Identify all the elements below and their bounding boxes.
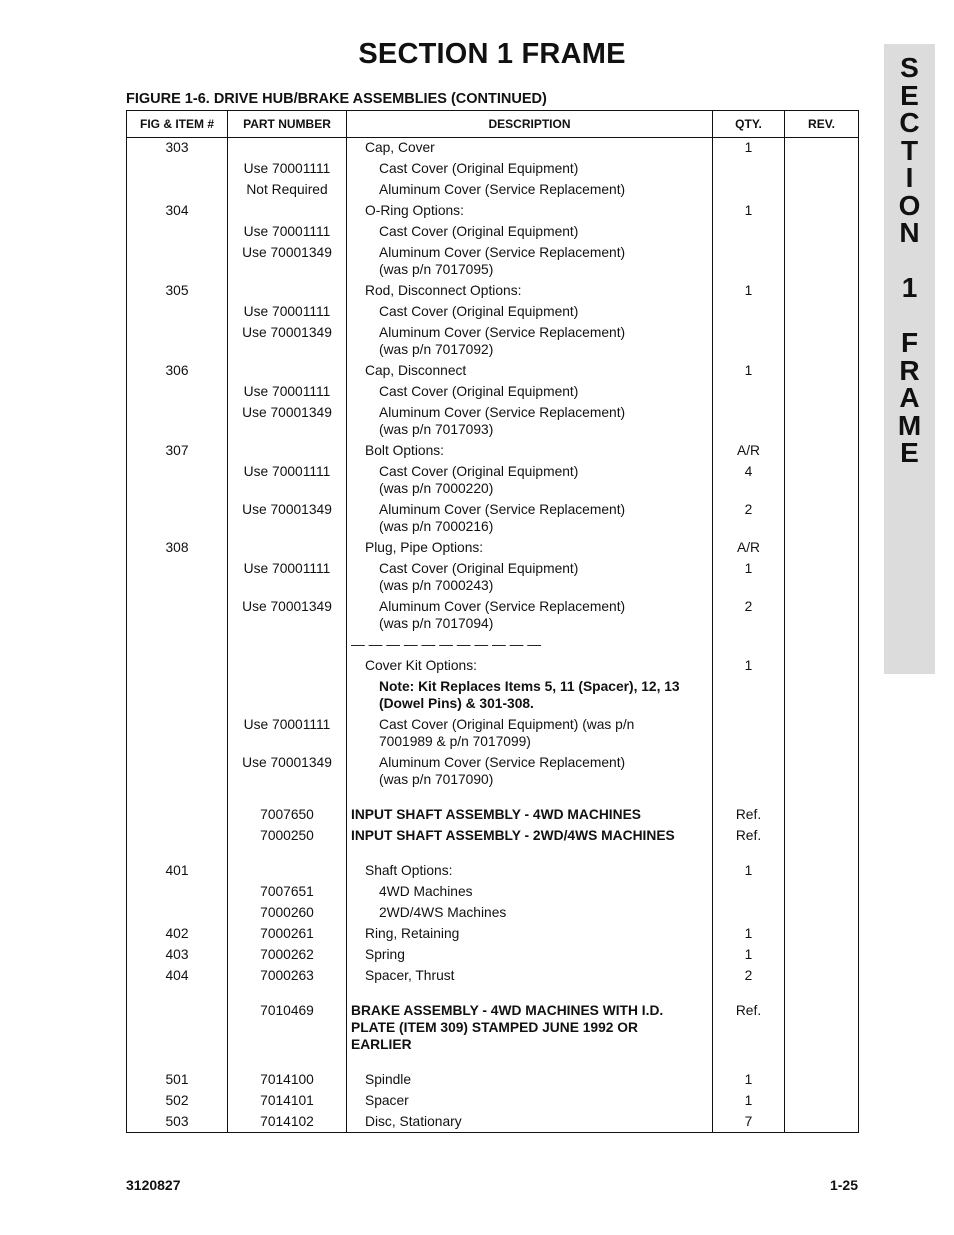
item-number-cell <box>127 243 228 281</box>
quantity-cell <box>713 243 785 281</box>
item-number-cell <box>127 559 228 597</box>
item-number-cell <box>127 882 228 903</box>
description-cell <box>347 597 713 635</box>
table-spacer-cell <box>228 791 347 805</box>
table-row <box>127 753 859 791</box>
revision-cell <box>785 805 859 826</box>
table-spacer-cell <box>785 791 859 805</box>
table-row <box>127 138 859 160</box>
table-spacer-row <box>127 847 859 861</box>
item-number-cell: 308 <box>127 538 228 559</box>
description-cell <box>347 159 713 180</box>
table-spacer-cell <box>785 847 859 861</box>
table-row <box>127 281 859 302</box>
part-number-cell: Use 70001111 <box>228 715 347 753</box>
table-row <box>127 1112 859 1133</box>
table-row <box>127 323 859 361</box>
description-cell <box>347 361 713 382</box>
description-text: Cast Cover (Original Equipment) <box>379 384 579 399</box>
description-cell <box>347 302 713 323</box>
description-cell <box>347 441 713 462</box>
item-number-cell <box>127 903 228 924</box>
table-spacer-cell <box>347 791 713 805</box>
part-number-cell <box>228 138 347 160</box>
item-number-cell <box>127 805 228 826</box>
table-row <box>127 966 859 987</box>
table-spacer-cell <box>228 847 347 861</box>
table-row <box>127 302 859 323</box>
description-text: Spacer, Thrust <box>365 968 455 983</box>
quantity-cell <box>713 635 785 656</box>
description-text: Aluminum Cover (Service Replacement) (was p/n 7017090) <box>379 755 626 787</box>
part-number-cell <box>228 861 347 882</box>
section-title: SECTION 1 FRAME <box>358 38 626 70</box>
part-number-cell: Not Required <box>228 180 347 201</box>
part-number-cell: 7007650 <box>228 805 347 826</box>
description-text: Cast Cover (Original Equipment) <box>379 224 579 239</box>
table-header-row <box>127 111 859 138</box>
description-text: Disc, Stationary <box>365 1114 462 1129</box>
part-number-cell: 7014102 <box>228 1112 347 1133</box>
table-spacer-cell <box>127 847 228 861</box>
quantity-cell: 1 <box>713 1070 785 1091</box>
quantity-cell <box>713 677 785 715</box>
description-cell <box>347 966 713 987</box>
item-number-cell: 304 <box>127 201 228 222</box>
description-cell <box>347 559 713 597</box>
revision-cell <box>785 677 859 715</box>
part-number-cell: Use 70001111 <box>228 159 347 180</box>
quantity-cell: 1 <box>713 361 785 382</box>
revision-cell <box>785 159 859 180</box>
revision-cell <box>785 281 859 302</box>
item-number-cell <box>127 500 228 538</box>
item-number-cell: 306 <box>127 361 228 382</box>
revision-cell <box>785 753 859 791</box>
item-number-cell <box>127 635 228 656</box>
item-number-cell: 501 <box>127 1070 228 1091</box>
table-row <box>127 635 859 656</box>
table-row <box>127 715 859 753</box>
description-text: Cast Cover (Original Equipment) (was p/n 7000243) <box>379 561 579 593</box>
description-text: Note: Kit Replaces Items 5, 11 (Spacer), 12, 13 (Dowel Pins) & 301-308. <box>379 679 680 711</box>
item-number-cell <box>127 323 228 361</box>
description-text: 4WD Machines <box>379 884 473 899</box>
description-cell <box>347 500 713 538</box>
item-number-cell <box>127 597 228 635</box>
item-number-cell: 307 <box>127 441 228 462</box>
part-number-cell <box>228 201 347 222</box>
description-text: BRAKE ASSEMBLY - 4WD MACHINES WITH I.D. PLATE (ITEM 309) STAMPED JUNE 1992 OR EARLIER <box>351 1003 664 1052</box>
part-number-cell <box>228 361 347 382</box>
item-number-cell: 305 <box>127 281 228 302</box>
revision-cell <box>785 500 859 538</box>
description-text: Cast Cover (Original Equipment) <box>379 161 579 176</box>
part-number-cell: Use 70001111 <box>228 222 347 243</box>
description-cell <box>347 403 713 441</box>
description-cell <box>347 861 713 882</box>
table-row <box>127 677 859 715</box>
table-row <box>127 861 859 882</box>
revision-cell <box>785 966 859 987</box>
part-number-cell <box>228 635 347 656</box>
table-row <box>127 538 859 559</box>
description-cell <box>347 903 713 924</box>
quantity-cell: 1 <box>713 861 785 882</box>
revision-cell <box>785 462 859 500</box>
revision-cell <box>785 138 859 160</box>
description-cell <box>347 753 713 791</box>
table-row <box>127 201 859 222</box>
part-number-cell: 7014101 <box>228 1091 347 1112</box>
description-cell <box>347 677 713 715</box>
column-header-part-number: PART NUMBER <box>228 111 347 138</box>
table-row <box>127 945 859 966</box>
quantity-cell <box>713 323 785 361</box>
quantity-cell: A/R <box>713 441 785 462</box>
item-number-cell <box>127 826 228 847</box>
quantity-cell <box>713 753 785 791</box>
part-number-cell: 7000262 <box>228 945 347 966</box>
revision-cell <box>785 903 859 924</box>
parts-table <box>126 110 859 1133</box>
description-cell <box>347 882 713 903</box>
quantity-cell: 1 <box>713 201 785 222</box>
revision-cell <box>785 538 859 559</box>
description-text: INPUT SHAFT ASSEMBLY - 2WD/4WS MACHINES <box>351 828 675 843</box>
part-number-cell: Use 70001349 <box>228 597 347 635</box>
table-spacer-cell <box>785 987 859 1001</box>
description-text: Rod, Disconnect Options: <box>365 283 522 298</box>
description-text: Plug, Pipe Options: <box>365 540 484 555</box>
part-number-cell <box>228 677 347 715</box>
part-number-cell: Use 70001111 <box>228 382 347 403</box>
description-text: Cap, Cover <box>365 140 435 155</box>
description-text: Cap, Disconnect <box>365 363 467 378</box>
description-text: Bolt Options: <box>365 443 444 458</box>
revision-cell <box>785 201 859 222</box>
part-number-cell: 7000250 <box>228 826 347 847</box>
description-text: O-Ring Options: <box>365 203 464 218</box>
description-cell <box>347 138 713 160</box>
part-number-cell: 7000263 <box>228 966 347 987</box>
table-row <box>127 500 859 538</box>
table-row <box>127 159 859 180</box>
table-spacer-cell <box>713 1056 785 1070</box>
page-number: 1-25 <box>829 1177 858 1193</box>
quantity-cell: 2 <box>713 500 785 538</box>
table-row <box>127 656 859 677</box>
description-cell <box>347 826 713 847</box>
revision-cell <box>785 945 859 966</box>
table-spacer-row <box>127 987 859 1001</box>
revision-cell <box>785 635 859 656</box>
table-row <box>127 403 859 441</box>
description-cell <box>347 1001 713 1056</box>
description-cell <box>347 656 713 677</box>
table-spacer-cell <box>127 987 228 1001</box>
table-row <box>127 924 859 945</box>
quantity-cell: 2 <box>713 966 785 987</box>
revision-cell <box>785 924 859 945</box>
description-cell <box>347 635 713 656</box>
revision-cell <box>785 441 859 462</box>
description-text: Spindle <box>365 1072 412 1087</box>
part-number-cell: Use 70001111 <box>228 462 347 500</box>
quantity-cell: 1 <box>713 924 785 945</box>
quantity-cell: 1 <box>713 559 785 597</box>
description-text: Cast Cover (Original Equipment) (was p/n 7001989 & p/n 7017099) <box>379 717 635 749</box>
table-spacer-row <box>127 791 859 805</box>
description-text: Ring, Retaining <box>365 926 460 941</box>
description-cell <box>347 805 713 826</box>
part-number-cell: 7000260 <box>228 903 347 924</box>
description-cell <box>347 1112 713 1133</box>
quantity-cell <box>713 180 785 201</box>
item-number-cell: 303 <box>127 138 228 160</box>
table-row <box>127 826 859 847</box>
description-cell <box>347 538 713 559</box>
part-number-cell: 7014100 <box>228 1070 347 1091</box>
item-number-cell <box>127 222 228 243</box>
part-number-cell <box>228 441 347 462</box>
table-spacer-cell <box>347 987 713 1001</box>
table-spacer-cell <box>347 847 713 861</box>
table-row <box>127 1070 859 1091</box>
quantity-cell <box>713 403 785 441</box>
table-spacer-cell <box>785 1056 859 1070</box>
revision-cell <box>785 382 859 403</box>
item-number-cell: 401 <box>127 861 228 882</box>
section-side-tab-label: S E C T I O N 1 F R A M E <box>897 52 922 468</box>
description-text: Shaft Options: <box>365 863 453 878</box>
quantity-cell: Ref. <box>713 826 785 847</box>
description-cell <box>347 924 713 945</box>
column-header-rev: REV. <box>785 111 859 138</box>
revision-cell <box>785 882 859 903</box>
part-number-cell: Use 70001111 <box>228 559 347 597</box>
revision-cell <box>785 715 859 753</box>
table-row <box>127 222 859 243</box>
table-spacer-cell <box>228 987 347 1001</box>
item-number-cell <box>127 403 228 441</box>
quantity-cell <box>713 715 785 753</box>
document-number: 3120827 <box>126 1177 181 1193</box>
quantity-cell <box>713 903 785 924</box>
table-spacer-cell <box>713 791 785 805</box>
table-row <box>127 382 859 403</box>
part-number-cell: Use 70001349 <box>228 753 347 791</box>
description-text: Aluminum Cover (Service Replacement) (was p/n 7017094) <box>379 599 626 631</box>
column-header-qty: QTY. <box>713 111 785 138</box>
part-number-cell <box>228 281 347 302</box>
revision-cell <box>785 656 859 677</box>
description-text: Spring <box>365 947 405 962</box>
table-spacer-cell <box>228 1056 347 1070</box>
table-row <box>127 361 859 382</box>
description-text: Cover Kit Options: <box>365 658 477 673</box>
quantity-cell <box>713 159 785 180</box>
table-row <box>127 805 859 826</box>
quantity-cell: 1 <box>713 138 785 160</box>
item-number-cell <box>127 462 228 500</box>
description-text: Cast Cover (Original Equipment) (was p/n 7000220) <box>379 464 579 496</box>
item-number-cell <box>127 677 228 715</box>
quantity-cell: 2 <box>713 597 785 635</box>
table-row <box>127 903 859 924</box>
description-text: Aluminum Cover (Service Replacement) (was p/n 7017093) <box>379 405 626 437</box>
description-text: 2WD/4WS Machines <box>379 905 507 920</box>
description-cell <box>347 323 713 361</box>
description-text: Aluminum Cover (Service Replacement) (was p/n 7000216) <box>379 502 626 534</box>
part-number-cell: Use 70001349 <box>228 403 347 441</box>
description-text: Aluminum Cover (Service Replacement) (was p/n 7017095) <box>379 245 626 277</box>
quantity-cell: 4 <box>713 462 785 500</box>
description-cell <box>347 382 713 403</box>
table-row <box>127 1091 859 1112</box>
revision-cell <box>785 1112 859 1133</box>
item-number-cell <box>127 159 228 180</box>
part-number-cell: Use 70001349 <box>228 243 347 281</box>
revision-cell <box>785 323 859 361</box>
item-number-cell: 403 <box>127 945 228 966</box>
description-text: Aluminum Cover (Service Replacement) <box>379 182 626 197</box>
table-spacer-row <box>127 1056 859 1070</box>
table-spacer-cell <box>127 1056 228 1070</box>
description-cell <box>347 222 713 243</box>
table-spacer-cell <box>713 987 785 1001</box>
quantity-cell <box>713 302 785 323</box>
table-spacer-cell <box>127 791 228 805</box>
table-row <box>127 597 859 635</box>
item-number-cell <box>127 180 228 201</box>
section-side-tab <box>884 44 935 674</box>
revision-cell <box>785 243 859 281</box>
quantity-cell <box>713 382 785 403</box>
quantity-cell: 1 <box>713 1091 785 1112</box>
part-number-cell: Use 70001349 <box>228 323 347 361</box>
table-spacer-cell <box>347 1056 713 1070</box>
revision-cell <box>785 1091 859 1112</box>
table-row <box>127 559 859 597</box>
revision-cell <box>785 1001 859 1056</box>
item-number-cell <box>127 656 228 677</box>
table-row <box>127 882 859 903</box>
quantity-cell: 1 <box>713 656 785 677</box>
quantity-cell: A/R <box>713 538 785 559</box>
description-cell <box>347 462 713 500</box>
description-cell <box>347 945 713 966</box>
part-number-cell: Use 70001349 <box>228 500 347 538</box>
part-number-cell <box>228 656 347 677</box>
item-number-cell <box>127 1001 228 1056</box>
description-cell <box>347 243 713 281</box>
table-spacer-cell <box>713 847 785 861</box>
item-number-cell <box>127 753 228 791</box>
part-number-cell: Use 70001111 <box>228 302 347 323</box>
item-number-cell: 402 <box>127 924 228 945</box>
part-number-cell <box>228 538 347 559</box>
description-cell <box>347 281 713 302</box>
description-text: Cast Cover (Original Equipment) <box>379 304 579 319</box>
item-number-cell <box>127 715 228 753</box>
quantity-cell: 1 <box>713 281 785 302</box>
description-cell <box>347 715 713 753</box>
description-cell <box>347 1091 713 1112</box>
item-number-cell: 502 <box>127 1091 228 1112</box>
quantity-cell: Ref. <box>713 1001 785 1056</box>
part-number-cell: 7007651 <box>228 882 347 903</box>
revision-cell <box>785 403 859 441</box>
revision-cell <box>785 361 859 382</box>
revision-cell <box>785 559 859 597</box>
description-cell <box>347 201 713 222</box>
item-number-cell: 404 <box>127 966 228 987</box>
table-row <box>127 462 859 500</box>
description-text: INPUT SHAFT ASSEMBLY - 4WD MACHINES <box>351 807 642 822</box>
description-text: Aluminum Cover (Service Replacement) (was p/n 7017092) <box>379 325 626 357</box>
part-number-cell: 7010469 <box>228 1001 347 1056</box>
part-number-cell: 7000261 <box>228 924 347 945</box>
description-cell <box>347 1070 713 1091</box>
quantity-cell: 7 <box>713 1112 785 1133</box>
table-row <box>127 441 859 462</box>
item-number-cell <box>127 382 228 403</box>
revision-cell <box>785 1070 859 1091</box>
parts-table-body <box>127 138 859 1133</box>
quantity-cell: 1 <box>713 945 785 966</box>
description-text: Spacer <box>365 1093 409 1108</box>
table-row <box>127 243 859 281</box>
revision-cell <box>785 826 859 847</box>
revision-cell <box>785 222 859 243</box>
revision-cell <box>785 302 859 323</box>
column-header-description: DESCRIPTION <box>347 111 713 138</box>
description-text: — — — — — — — — — — — <box>351 637 542 652</box>
item-number-cell: 503 <box>127 1112 228 1133</box>
revision-cell <box>785 597 859 635</box>
quantity-cell <box>713 222 785 243</box>
quantity-cell: Ref. <box>713 805 785 826</box>
description-cell <box>347 180 713 201</box>
item-number-cell <box>127 302 228 323</box>
table-row <box>127 1001 859 1056</box>
revision-cell <box>785 861 859 882</box>
figure-title: FIGURE 1-6. DRIVE HUB/BRAKE ASSEMBLIES (CONTINUED) <box>126 91 547 107</box>
revision-cell <box>785 180 859 201</box>
quantity-cell <box>713 882 785 903</box>
table-row <box>127 180 859 201</box>
column-header-item: FIG & ITEM # <box>127 111 228 138</box>
